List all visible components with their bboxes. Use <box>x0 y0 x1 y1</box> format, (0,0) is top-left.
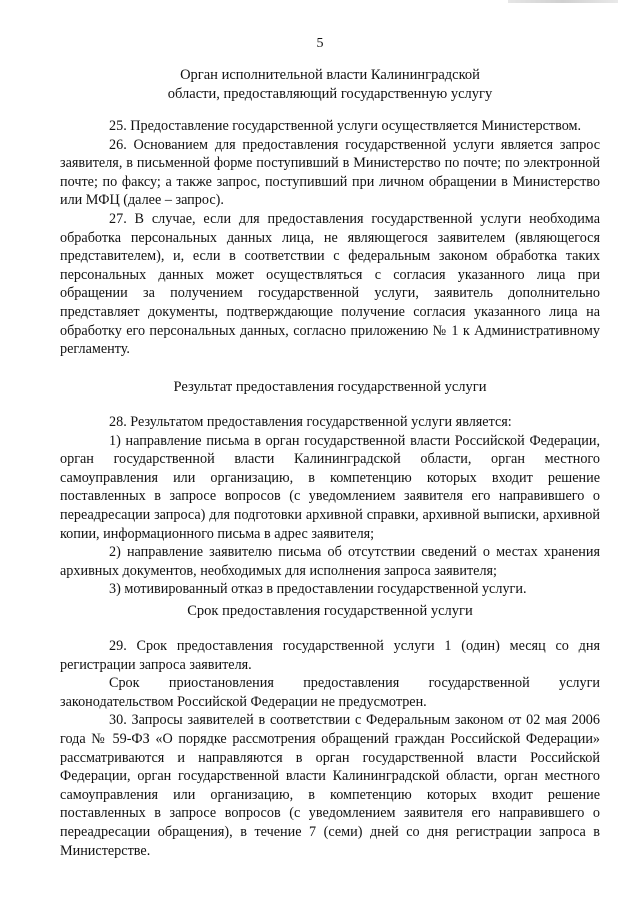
result-item-3: 3) мотивированный отказ в предоставлении государственной услуги. <box>109 581 527 598</box>
paragraph-27: 27. В случае, если для предоставления государственной услуги необходима обработка персональных данных лица, не являющегося заявителем (являющегося представителем), и, если в соответствии с федеральным законом обработка таких персональных данных может осуществляться с согласия указанного лица при обращении за получением государственной услуги, заявитель дополнительно представляет документы, подтверждающие получение согласия указанного лица на обработку его персональных данных, согласно приложению № 1 к Административному регламенту. <box>60 210 600 358</box>
section-heading-executive-body <box>60 66 600 104</box>
paragraph-26: 26. Основанием для предоставления государственной услуги является запрос заявителя, в письменной форме поступивший в Министерство по почте; по электронной почте; по факсу; а также запрос, поступивший при личном обращении в Министерство или МФЦ (далее – запрос). <box>60 136 600 209</box>
paragraph-29: 29. Срок предоставления государственной услуги 1 (один) месяц со дня регистрации запроса заявителя. <box>60 638 600 673</box>
section-heading-term <box>60 602 600 621</box>
section-body-executive-body <box>60 117 600 359</box>
paragraph-28: 28. Результатом предоставления государственной услуги является: <box>109 414 512 430</box>
heading-line: Срок предоставления государственной услуги <box>187 603 473 619</box>
heading-line: Орган исполнительной власти Калининградской <box>180 67 480 83</box>
section-body-result <box>60 413 600 599</box>
paragraph-suspension: Срок приостановления предоставления государственной услуги законодательством Российской Федерации не предусмотрен. <box>60 675 600 710</box>
section-heading-result <box>60 378 600 397</box>
scan-artifact <box>508 0 618 3</box>
heading-line: области, предоставляющий государственную услугу <box>167 86 493 102</box>
result-item-2: 2) направление заявителю письма об отсутствии сведений о местах хранения архивных документов, необходимых для исполнения запроса заявителя; <box>60 544 600 579</box>
heading-line: Результат предоставления государственной услуги <box>173 379 487 395</box>
paragraph-25: 25. Предоставление государственной услуги осуществляется Министерством. <box>109 118 582 134</box>
section-body-term <box>60 637 600 860</box>
page-number: 5 <box>316 36 324 51</box>
paragraph-30: 30. Запросы заявителей в соответствии с Федеральным законом от 02 мая 2006 года № 59-ФЗ «О порядке рассмотрения обращений граждан Российской Федерации» рассматриваются и направляются в орган государственной власти Российской Федерации, орган государственной власти Калининградской области, орган местного самоуправления или организацию, в компетенцию которых входит решение поставленных в запросе вопросов (с уведомлением заявителя его направившего о переадресации обращения), в течение 7 (семи) дней со дня регистрации запроса в Министерстве. <box>60 712 600 859</box>
result-item-1: 1) направление письма в орган государственной власти Российской Федерации, орган государственной власти Калининградской области, орган местного самоуправления или организацию, в компетенцию которых входит решение поставленных в запросе вопросов (с уведомлением заявителя его направившего о переадресации запроса) для подготовки архивной справки, архивной выписки, архивной копии, информационного письма в адрес заявителя; <box>60 432 600 542</box>
